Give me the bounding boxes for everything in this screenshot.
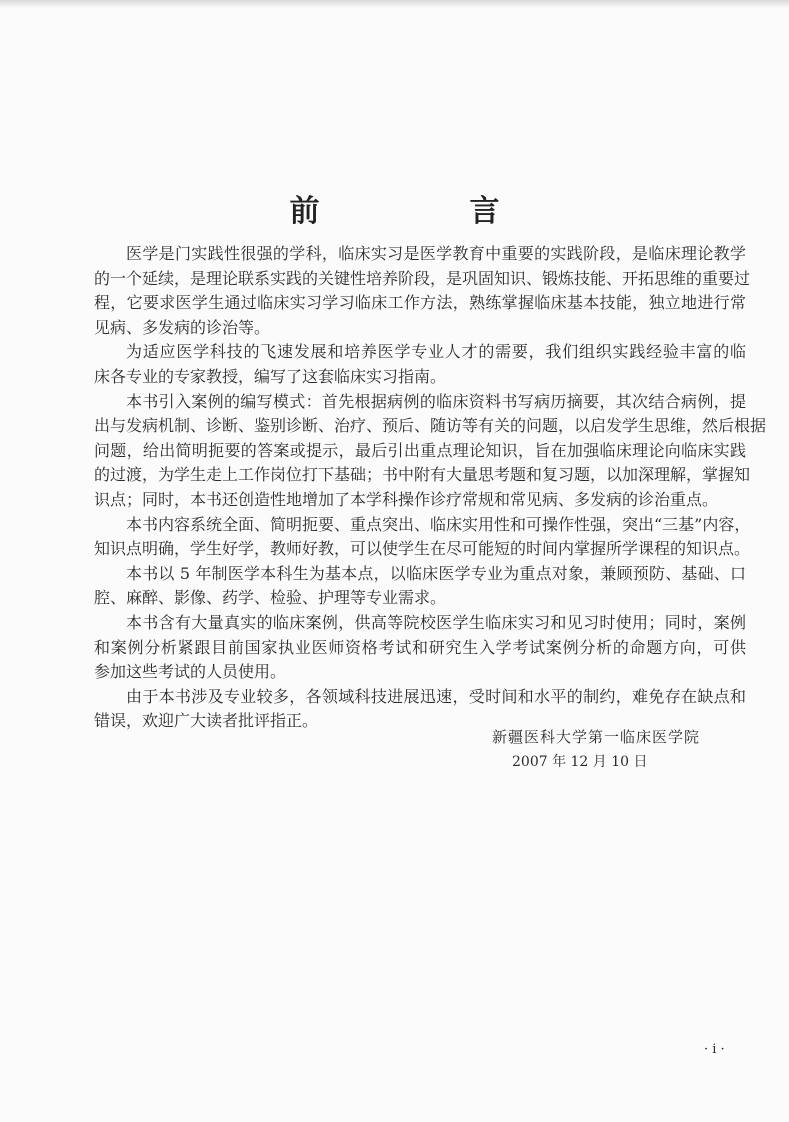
paragraph [94, 340, 746, 389]
text-line: 床各专业的专家教授，编写了这套临床实习指南。 [94, 366, 447, 386]
text-line: 本书内容系统全面、简明扼要、重点突出、临床实用性和可操作性强，突出“三基”内容， [126, 514, 751, 534]
text-line: 本书含有大量真实的临床案例，供高等院校医学生临床实习和见习时使用；同时，案例 [126, 612, 746, 632]
paragraph [94, 513, 751, 562]
text-line: 识点；同时，本书还创造性地增加了本学科操作诊疗常规和常见病、多发病的诊治重点。 [94, 489, 719, 509]
text-line: 医学是门实践性很强的学科，临床实习是医学教育中重要的实践阶段，是临床理论教学 [126, 244, 746, 263]
text-line: 知识点明确，学生好学，教师好教，可以使学生在尽可能短的时间内掌握所学课程的知识点。 [94, 539, 751, 559]
page-title: 前 言 [289, 194, 560, 229]
paragraph [94, 562, 746, 611]
paragraph [94, 242, 751, 340]
text-line: 腔、麻醉、影像、药学、检验、护理等专业需求。 [94, 588, 447, 608]
paragraph [94, 390, 767, 513]
text-line: 的一个延续，是理论联系实践的关键性培养阶段，是巩固知识、锻炼技能、开拓思维的重要过 [94, 268, 751, 288]
text-line: 由于本书涉及专业较多，各领域科技进展迅速，受时间和水平的制约，难免存在缺点和 [126, 686, 746, 706]
date: 2007 年 12 月 10 日 [512, 754, 648, 770]
paragraph [94, 611, 746, 685]
text-line: 程，它要求医学生通过临床实习学习临床工作方法，熟练掌握临床基本技能，独立地进行常 [94, 293, 746, 313]
text-line: 本书引入案例的编写模式：首先根据病例的临床资料书写病历摘要，其次结合病例，提 [126, 391, 746, 411]
preface-body [94, 242, 767, 734]
signature: 新疆医科大学第一临床医学院 [492, 728, 701, 746]
text-line: 问题，给出简明扼要的答案或提示，最后引出重点理论知识，旨在加强临床理论向临床实践 [94, 440, 746, 460]
text-line: 的过渡，为学生走上工作岗位打下基础；书中附有大量思考题和复习题，以加深理解，掌握知 [94, 465, 751, 485]
text-line: 本书以 5 年制医学本科生为基本点，以临床医学专业为重点对象，兼顾预防、基础、口 [126, 563, 746, 583]
page-number: · i · [704, 1042, 725, 1057]
text-line: 为适应医学科技的飞速发展和培养医学专业人才的需要，我们组织实践经验丰富的临 [126, 342, 746, 362]
text-line: 见病、多发病的诊治等。 [94, 317, 271, 337]
text-line: 参加这些考试的人员使用。 [94, 662, 287, 682]
scan-edge-shadow [0, 0, 789, 8]
text-line: 和案例分析紧跟目前国家执业医师资格考试和研究生入学考试案例分析的命题方向，可供 [94, 637, 746, 657]
text-line: 错误，欢迎广大读者批评指正。 [94, 711, 319, 731]
text-line: 出与发病机制、诊断、鉴别诊断、治疗、预后、随访等有关的问题，以启发学生思维，然后根据 [94, 416, 767, 436]
